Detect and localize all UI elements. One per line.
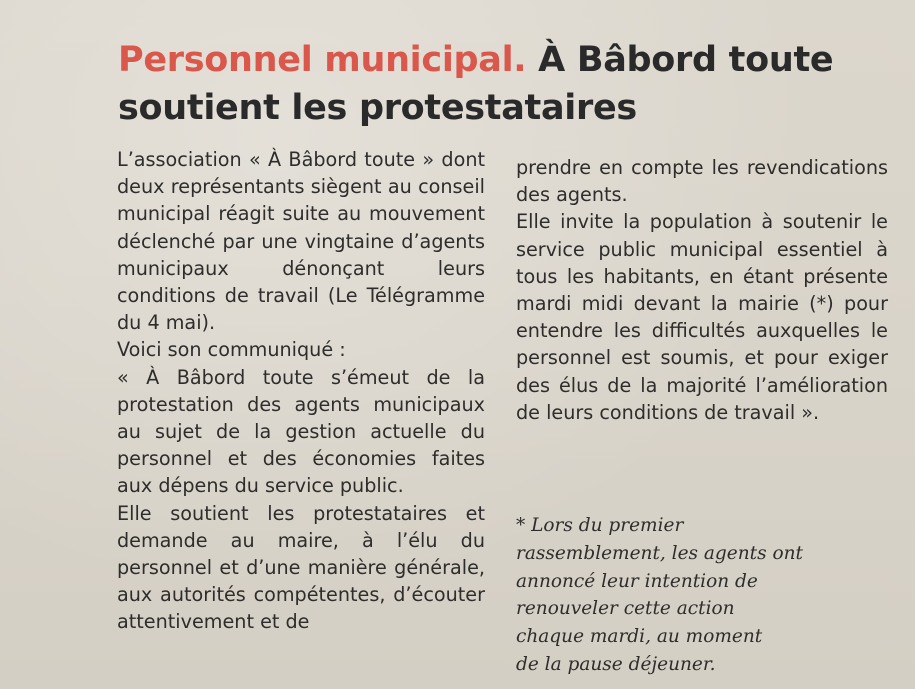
paragraph-support: Elle soutient les protestataires et demande au maire, à l’élu du personnel et d’une manière générale, aux autorités compétentes, d’écouter attentivement et de [117, 501, 485, 634]
footnote-line: renouveler cette action [516, 598, 735, 620]
footnote-line: * Lors du premier [516, 515, 684, 536]
title-main: À Bâbord toute soutient les protestataires [118, 40, 834, 128]
footnote-line: rassemblement, les agents ont [516, 542, 803, 564]
paragraph-communique-intro: Voici son communiqué : [117, 338, 346, 362]
paragraph-intro: L’association « À Bâbord toute » dont deux représentants siègent au conseil municipal réagit suite au mouvement déclenché par une vingtaine d’agents municipaux dénonçant leurs conditions de travail (Le Télégramme du 4 mai). [117, 148, 485, 335]
article-column-left [117, 146, 485, 636]
footnote-line: annoncé leur intention de [516, 570, 758, 592]
footnote-line: chaque mardi, au moment [516, 626, 763, 648]
article-column-right [516, 154, 888, 426]
paragraph-continuation: prendre en compte les revendications des agents. [516, 156, 888, 207]
footnote [516, 512, 876, 679]
article-title [118, 36, 898, 132]
paragraph-quote-start: « À Bâbord toute s’émeut de la protestation des agents municipaux au sujet de la gestion actuelle du personnel et des économies faites aux dépens du service public. [117, 365, 485, 498]
title-kicker: Personnel municipal. [118, 40, 527, 80]
footnote-line: de la pause déjeuner. [516, 653, 716, 675]
paragraph-invitation: Elle invite la population à soutenir le service public municipal essentiel à tous les habitants, en étant présente mardi midi devant la mairie (*) pour entendre les difficultés auxquelles le personnel est soumis, et pour exiger des élus de la majorité l’amélioration de leurs conditions de travail ». [516, 210, 888, 424]
